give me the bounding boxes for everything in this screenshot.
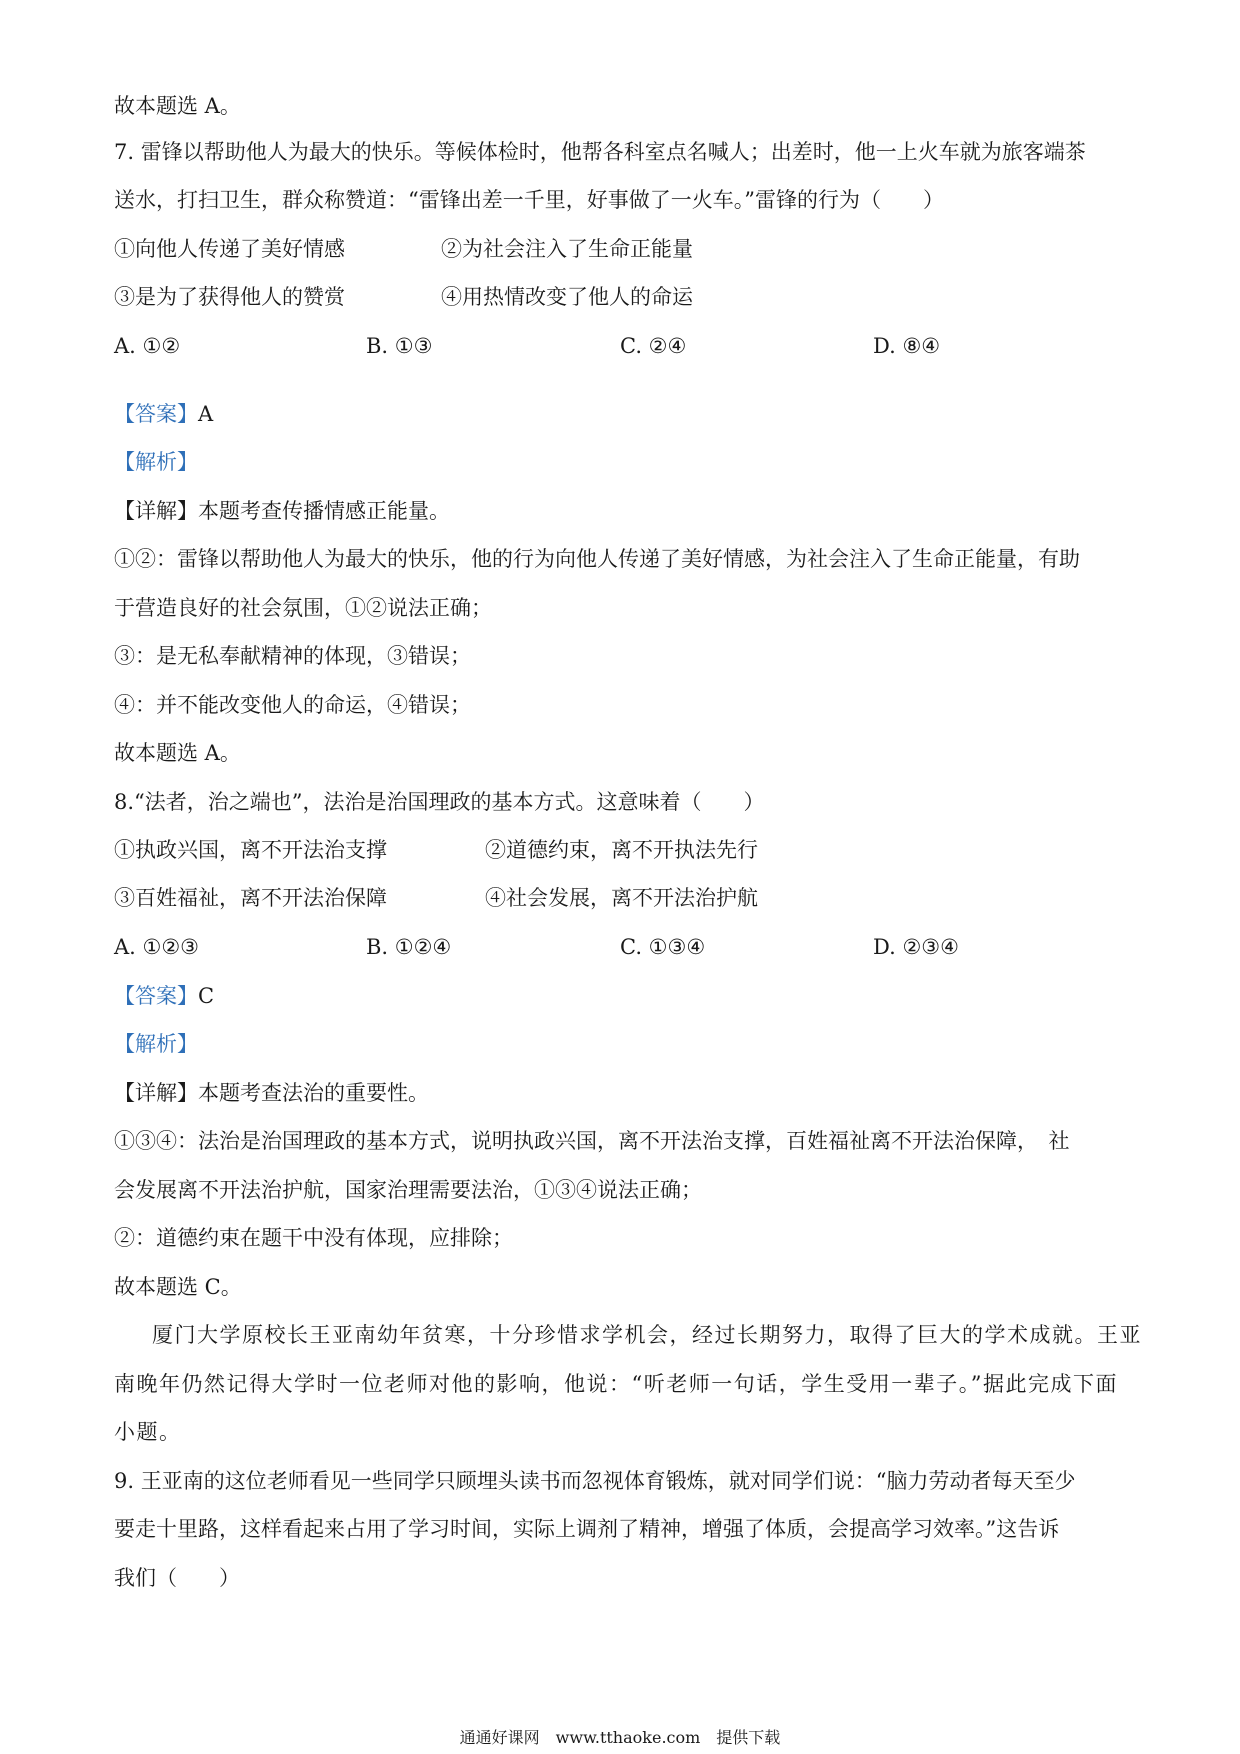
q7-stem-line-1: 7. 雷锋以帮助他人为最大的快乐。等候体检时，他帮各科室点名喊人；出差时，他一上火车就为旅客端茶 bbox=[114, 140, 1086, 164]
q7-detail-heading: 【详解】本题考查传播情感正能量。 bbox=[114, 499, 450, 523]
q8-option-c: C. ①③④ bbox=[620, 935, 706, 959]
q8-analysis-label: 【解析】 bbox=[114, 1032, 198, 1056]
q8-detail-heading: 【详解】本题考查法治的重要性。 bbox=[114, 1081, 429, 1105]
prev-conclusion: 故本题选 A。 bbox=[114, 94, 241, 118]
q7-detail-line-4: ④：并不能改变他人的命运，④错误； bbox=[114, 693, 471, 717]
q7-statement-4: ④用热情改变了他人的命运 bbox=[441, 285, 693, 309]
answer-label: 【答案】 bbox=[114, 402, 198, 426]
passage-line-3: 小题。 bbox=[114, 1420, 182, 1444]
q7-detail-line-3: ③：是无私奉献精神的体现，③错误； bbox=[114, 644, 471, 668]
q7-statement-3: ③是为了获得他人的赞赏 bbox=[114, 285, 345, 309]
q7-option-a: A. ①② bbox=[114, 334, 181, 358]
q8-detail-line-1: ①③④：法治是治国理政的基本方式，说明执政兴国，离不开法治支撑，百姓福祉离不开法治保障， 社 bbox=[114, 1129, 1070, 1153]
q7-analysis-label: 【解析】 bbox=[114, 450, 198, 474]
passage-line-2: 南晚年仍然记得大学时一位老师对他的影响，他说：“听老师一句话，学生受用一辈子。”据此完成下面 bbox=[114, 1372, 1118, 1396]
q7-detail-line-2: 于营造良好的社会氛围，①②说法正确； bbox=[114, 596, 492, 620]
q7-option-c: C. ②④ bbox=[620, 334, 687, 358]
q8-detail-line-2: 会发展离不开法治护航，国家治理需要法治，①③④说法正确； bbox=[114, 1178, 702, 1202]
q8-answer bbox=[114, 982, 214, 1010]
q8-option-d: D. ②③④ bbox=[873, 935, 959, 959]
q8-statement-1: ①执政兴国，离不开法治支撑 bbox=[114, 838, 387, 862]
q7-conclusion: 故本题选 A。 bbox=[114, 741, 241, 765]
q8-statement-4: ④社会发展，离不开法治护航 bbox=[485, 886, 758, 910]
q7-stem-line-2: 送水，打扫卫生，群众称赞道：“雷锋出差一千里，好事做了一火车。”雷锋的行为（ ） bbox=[114, 188, 944, 212]
q7-detail-line-1: ①②：雷锋以帮助他人为最大的快乐，他的行为向他人传递了美好情感，为社会注入了生命正能量，有助 bbox=[114, 547, 1080, 571]
q7-answer bbox=[114, 400, 213, 428]
q8-statement-3: ③百姓福祉，离不开法治保障 bbox=[114, 886, 387, 910]
q8-statement-2: ②道德约束，离不开执法先行 bbox=[485, 838, 758, 862]
answer-value: A bbox=[198, 402, 214, 426]
answer-label: 【答案】 bbox=[114, 984, 198, 1008]
q9-stem-line-3: 我们（ ） bbox=[114, 1566, 240, 1590]
q8-detail-line-3: ②：道德约束在题干中没有体现，应排除； bbox=[114, 1226, 513, 1250]
q7-option-b: B. ①③ bbox=[366, 334, 433, 358]
q7-option-d: D. ⑧④ bbox=[873, 334, 941, 358]
answer-value: C bbox=[198, 984, 215, 1008]
q8-stem: 8.“法者，治之端也”，法治是治国理政的基本方式。这意味着（ ） bbox=[114, 790, 765, 814]
q9-stem-line-2: 要走十里路，这样看起来占用了学习时间，实际上调剂了精神，增强了体质，会提高学习效率。”这告诉 bbox=[114, 1517, 1060, 1541]
q7-statement-1: ①向他人传递了美好情感 bbox=[114, 237, 345, 261]
q9-stem-line-1: 9. 王亚南的这位老师看见一些同学只顾埋头读书而忽视体育锻炼，就对同学们说：“脑力劳动者每天至少 bbox=[114, 1469, 1076, 1493]
passage-line-1: 厦门大学原校长王亚南幼年贫寒，十分珍惜求学机会，经过长期努力，取得了巨大的学术成就。王亚 bbox=[152, 1323, 1142, 1347]
q8-conclusion: 故本题选 C。 bbox=[114, 1275, 242, 1299]
q8-option-b: B. ①②④ bbox=[366, 935, 452, 959]
q8-option-a: A. ①②③ bbox=[114, 935, 199, 959]
q7-statement-2: ②为社会注入了生命正能量 bbox=[441, 237, 693, 261]
page-footer: 通通好课网 www.tthaoke.com 提供下载 bbox=[459, 1728, 781, 1747]
